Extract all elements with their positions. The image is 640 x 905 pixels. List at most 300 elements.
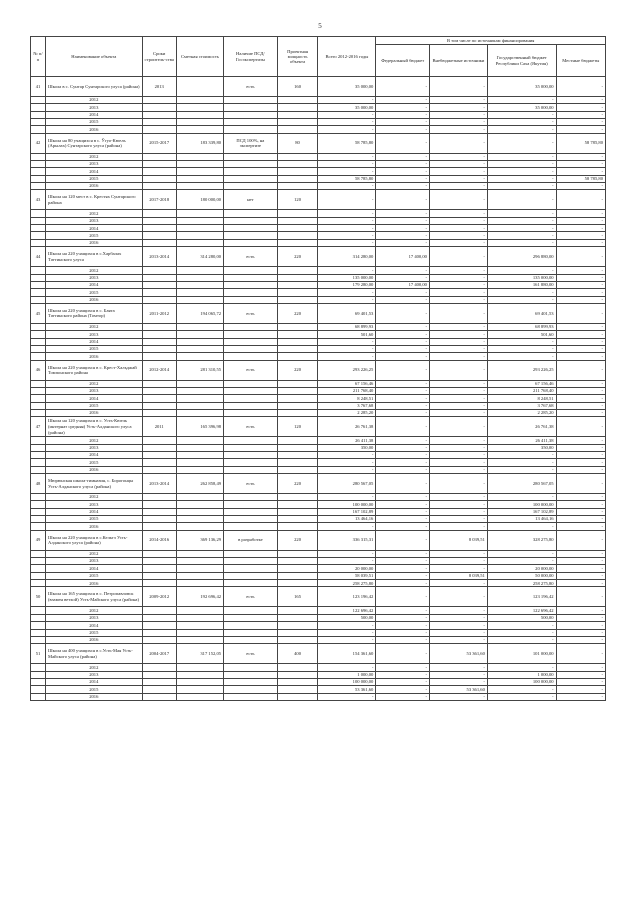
empty-cell (31, 572, 46, 579)
empty-cell (176, 380, 223, 387)
year-total: - (318, 239, 376, 246)
object-row (31, 133, 606, 153)
year-label: 2014 (46, 508, 143, 515)
total-amount: 69 401,53 (318, 303, 376, 323)
header-estimate: Сметная стоимость (176, 37, 223, 77)
year-extrabudget: - (429, 614, 487, 621)
year-row (31, 296, 606, 303)
empty-cell (31, 161, 46, 168)
year-federal: - (376, 380, 430, 387)
year-total: - (318, 289, 376, 296)
design-capacity: 220 (277, 303, 318, 323)
year-federal: - (376, 614, 430, 621)
empty-cell (142, 466, 176, 473)
year-extrabudget: - (429, 678, 487, 685)
design-capacity: 220 (277, 247, 318, 267)
year-republic: 350,00 (487, 444, 556, 451)
year-extrabudget: - (429, 274, 487, 281)
empty-cell (277, 217, 318, 224)
empty-cell (176, 353, 223, 360)
object-row (31, 417, 606, 437)
empty-cell (224, 168, 278, 175)
year-label: 2013 (46, 217, 143, 224)
federal-amount: - (376, 474, 430, 494)
empty-cell (176, 402, 223, 409)
year-republic: - (487, 686, 556, 693)
empty-cell (224, 686, 278, 693)
year-row (31, 693, 606, 700)
empty-cell (277, 104, 318, 111)
empty-cell (176, 97, 223, 104)
empty-cell (224, 402, 278, 409)
federal-amount: 17 400,00 (376, 247, 430, 267)
header-name: Наименование объекта (46, 37, 143, 77)
empty-cell (176, 452, 223, 459)
empty-cell (176, 501, 223, 508)
empty-cell (176, 111, 223, 118)
design-capacity: 220 (277, 360, 318, 380)
empty-cell (142, 111, 176, 118)
year-extrabudget: - (429, 111, 487, 118)
estimated-cost: 369 136,29 (176, 530, 223, 550)
empty-cell (142, 516, 176, 523)
year-extrabudget: - (429, 664, 487, 671)
year-local: - (556, 671, 605, 678)
year-label: 2013 (46, 331, 143, 338)
year-republic: - (487, 161, 556, 168)
year-label: 2014 (46, 281, 143, 288)
empty-cell (142, 501, 176, 508)
total-amount: 154 361,60 (318, 644, 376, 664)
empty-cell (31, 686, 46, 693)
year-total: 1 000,00 (318, 671, 376, 678)
year-extrabudget: - (429, 210, 487, 217)
extrabudget-amount: - (429, 417, 487, 437)
year-local: - (556, 678, 605, 685)
year-total: 500,00 (318, 614, 376, 621)
year-republic: 258 275,80 (487, 580, 556, 587)
empty-cell (224, 494, 278, 501)
year-extrabudget: - (429, 437, 487, 444)
year-total: 100 000,00 (318, 501, 376, 508)
year-federal: - (376, 331, 430, 338)
year-total: 350,00 (318, 444, 376, 451)
object-number: 44 (31, 247, 46, 267)
year-republic: - (487, 97, 556, 104)
empty-cell (277, 232, 318, 239)
year-label: 2013 (46, 671, 143, 678)
empty-cell (31, 395, 46, 402)
empty-cell (142, 580, 176, 587)
year-total: 258 275,80 (318, 580, 376, 587)
year-row (31, 175, 606, 182)
empty-cell (277, 267, 318, 274)
year-local: - (556, 274, 605, 281)
year-republic: - (487, 225, 556, 232)
header-num: № п/п (31, 37, 46, 77)
year-republic: - (487, 210, 556, 217)
object-name: Школа на 400 учащихся в с.Усть-Мая Усть-Майского улуса (района) (46, 644, 143, 664)
psd-status: в разработке (224, 530, 278, 550)
year-label: 2016 (46, 353, 143, 360)
year-label: 2013 (46, 614, 143, 621)
empty-cell (31, 693, 46, 700)
empty-cell (142, 97, 176, 104)
estimated-cost: 192 696,42 (176, 587, 223, 607)
empty-cell (31, 274, 46, 281)
year-row (31, 289, 606, 296)
empty-cell (142, 671, 176, 678)
empty-cell (277, 126, 318, 133)
year-extrabudget: - (429, 153, 487, 160)
year-extrabudget: - (429, 444, 487, 451)
year-republic: - (487, 153, 556, 160)
empty-cell (277, 565, 318, 572)
year-label: 2015 (46, 516, 143, 523)
year-total: - (318, 558, 376, 565)
federal-amount: - (376, 77, 430, 97)
empty-cell (142, 168, 176, 175)
object-name: Школа на 165 учащихся в с. Петропавловск (взамен ветхой) Усть-Майского улуса (района) (46, 587, 143, 607)
year-row (31, 565, 606, 572)
year-republic: 167 102,89 (487, 508, 556, 515)
year-row (31, 331, 606, 338)
empty-cell (31, 210, 46, 217)
construction-term: 2013-2014 (142, 474, 176, 494)
object-row (31, 530, 606, 550)
year-local: 58 785,80 (556, 175, 605, 182)
year-extrabudget: - (429, 161, 487, 168)
empty-cell (142, 175, 176, 182)
year-federal: - (376, 210, 430, 217)
empty-cell (277, 671, 318, 678)
empty-cell (176, 104, 223, 111)
empty-cell (224, 580, 278, 587)
empty-cell (31, 353, 46, 360)
year-extrabudget: - (429, 387, 487, 394)
construction-term: 2013-2014 (142, 247, 176, 267)
empty-cell (142, 119, 176, 126)
local-amount: - (556, 360, 605, 380)
year-republic: - (487, 494, 556, 501)
empty-cell (277, 693, 318, 700)
empty-cell (31, 267, 46, 274)
year-label: 2012 (46, 437, 143, 444)
year-republic: - (487, 558, 556, 565)
empty-cell (224, 111, 278, 118)
empty-cell (31, 622, 46, 629)
empty-cell (224, 338, 278, 345)
year-row (31, 686, 606, 693)
year-total: 3 767,68 (318, 402, 376, 409)
year-row (31, 111, 606, 118)
empty-cell (224, 289, 278, 296)
year-local: - (556, 239, 605, 246)
year-local: - (556, 210, 605, 217)
year-republic: - (487, 168, 556, 175)
empty-cell (31, 338, 46, 345)
year-label: 2015 (46, 459, 143, 466)
year-extrabudget: - (429, 466, 487, 473)
year-extrabudget: - (429, 508, 487, 515)
year-row (31, 126, 606, 133)
year-federal: - (376, 296, 430, 303)
year-row (31, 614, 606, 621)
empty-cell (142, 353, 176, 360)
empty-cell (277, 225, 318, 232)
empty-cell (224, 508, 278, 515)
year-local: - (556, 111, 605, 118)
year-label: 2016 (46, 466, 143, 473)
empty-cell (277, 501, 318, 508)
year-label: 2012 (46, 494, 143, 501)
year-label: 2016 (46, 693, 143, 700)
year-extrabudget: - (429, 119, 487, 126)
empty-cell (142, 104, 176, 111)
year-republic: 68 899,93 (487, 323, 556, 330)
empty-cell (176, 168, 223, 175)
year-extrabudget: - (429, 126, 487, 133)
year-republic: 135 000,00 (487, 274, 556, 281)
header-local: Местные бюджеты (556, 45, 605, 77)
year-republic: - (487, 111, 556, 118)
year-extrabudget: - (429, 622, 487, 629)
year-label: 2016 (46, 409, 143, 416)
object-name: Школа в с. Сунтар Сунтарского улуса (района) (46, 77, 143, 97)
page-number: 5 (318, 22, 322, 30)
empty-cell (31, 614, 46, 621)
empty-cell (176, 671, 223, 678)
year-republic: - (487, 338, 556, 345)
empty-cell (224, 97, 278, 104)
year-row (31, 558, 606, 565)
design-capacity: 120 (277, 190, 318, 210)
header-capacity: Проектная мощность объекта (277, 37, 318, 77)
empty-cell (277, 239, 318, 246)
empty-cell (224, 523, 278, 530)
empty-cell (31, 111, 46, 118)
empty-cell (142, 558, 176, 565)
year-republic: 13 464,16 (487, 516, 556, 523)
header-psd: Наличие ПСД/ Госэкспертизы (224, 37, 278, 77)
psd-status: есть (224, 247, 278, 267)
empty-cell (224, 437, 278, 444)
year-extrabudget: - (429, 232, 487, 239)
object-name: Школа на 80 учащихся в с. Ўгуо-Кюель (Арылах) Сунтарского улуса (района) (46, 133, 143, 153)
year-extrabudget: - (429, 636, 487, 643)
empty-cell (224, 614, 278, 621)
empty-cell (277, 494, 318, 501)
empty-cell (176, 338, 223, 345)
year-federal: - (376, 508, 430, 515)
year-total: 8 248,51 (318, 395, 376, 402)
empty-cell (31, 459, 46, 466)
empty-cell (142, 323, 176, 330)
year-federal: - (376, 153, 430, 160)
year-total: - (318, 459, 376, 466)
header-funding-group: В том числе по источникам финансирования (376, 37, 606, 45)
object-number: 46 (31, 360, 46, 380)
year-republic: 100 000,00 (487, 501, 556, 508)
year-total: 179 280,00 (318, 281, 376, 288)
psd-status: есть (224, 644, 278, 664)
year-row (31, 523, 606, 530)
year-extrabudget: - (429, 607, 487, 614)
year-extrabudget: - (429, 239, 487, 246)
year-total: 135 000,00 (318, 274, 376, 281)
year-extrabudget: - (429, 104, 487, 111)
year-row (31, 183, 606, 190)
empty-cell (142, 225, 176, 232)
year-label: 2012 (46, 210, 143, 217)
year-label: 2014 (46, 395, 143, 402)
empty-cell (277, 183, 318, 190)
year-total: - (318, 126, 376, 133)
total-amount: 336 315,31 (318, 530, 376, 550)
year-row (31, 629, 606, 636)
year-extrabudget: - (429, 323, 487, 330)
empty-cell (224, 217, 278, 224)
year-local: - (556, 614, 605, 621)
year-row (31, 580, 606, 587)
year-label: 2013 (46, 444, 143, 451)
year-federal: - (376, 274, 430, 281)
empty-cell (176, 217, 223, 224)
empty-cell (224, 466, 278, 473)
year-local: - (556, 104, 605, 111)
year-local: - (556, 387, 605, 394)
design-capacity: 165 (277, 587, 318, 607)
empty-cell (142, 607, 176, 614)
year-label: 2015 (46, 402, 143, 409)
year-total: - (318, 168, 376, 175)
empty-cell (31, 126, 46, 133)
empty-cell (224, 274, 278, 281)
empty-cell (142, 161, 176, 168)
year-federal: - (376, 119, 430, 126)
empty-cell (31, 494, 46, 501)
design-capacity: 80 (277, 133, 318, 153)
year-row (31, 267, 606, 274)
year-total: 67 156,46 (318, 380, 376, 387)
year-label: 2016 (46, 523, 143, 530)
year-local: - (556, 459, 605, 466)
design-capacity: 220 (277, 474, 318, 494)
year-total: 122 696,42 (318, 607, 376, 614)
year-row (31, 409, 606, 416)
year-republic: 161 880,00 (487, 281, 556, 288)
year-row (31, 97, 606, 104)
object-name: Школа на 220 учащихся в с. Крест-Хальджай Томпонского района (46, 360, 143, 380)
year-total: 58 039,51 (318, 572, 376, 579)
year-federal: - (376, 494, 430, 501)
year-federal: - (376, 693, 430, 700)
year-local: - (556, 402, 605, 409)
year-federal: - (376, 168, 430, 175)
empty-cell (277, 161, 318, 168)
header-extrabudget: Внебюджетные источники (429, 45, 487, 77)
year-label: 2014 (46, 168, 143, 175)
year-extrabudget: - (429, 395, 487, 402)
estimated-cost: 317 152,05 (176, 644, 223, 664)
year-extrabudget: - (429, 281, 487, 288)
empty-cell (224, 183, 278, 190)
local-amount: - (556, 474, 605, 494)
empty-cell (31, 175, 46, 182)
year-federal: - (376, 217, 430, 224)
year-republic: 211 768,40 (487, 387, 556, 394)
year-federal: - (376, 523, 430, 530)
republic-amount: 293 226,25 (487, 360, 556, 380)
empty-cell (31, 678, 46, 685)
year-total: - (318, 232, 376, 239)
year-label: 2014 (46, 678, 143, 685)
extrabudget-amount: - (429, 77, 487, 97)
federal-amount: - (376, 360, 430, 380)
year-total: - (318, 550, 376, 557)
year-row (31, 119, 606, 126)
year-total: - (318, 161, 376, 168)
object-number: 51 (31, 644, 46, 664)
year-row (31, 210, 606, 217)
year-republic: 100 000,00 (487, 678, 556, 685)
empty-cell (142, 693, 176, 700)
empty-cell (277, 459, 318, 466)
year-extrabudget: - (429, 97, 487, 104)
year-local: - (556, 183, 605, 190)
construction-term: 2012-2014 (142, 360, 176, 380)
empty-cell (31, 580, 46, 587)
header-republic: Государственный бюджет Республики Саха (Якутия) (487, 45, 556, 77)
extrabudget-amount: 53 361,60 (429, 644, 487, 664)
empty-cell (277, 686, 318, 693)
empty-cell (142, 331, 176, 338)
object-number: 47 (31, 417, 46, 437)
year-local: - (556, 267, 605, 274)
year-extrabudget: - (429, 565, 487, 572)
year-republic: 1 000,00 (487, 671, 556, 678)
empty-cell (31, 296, 46, 303)
year-federal: - (376, 452, 430, 459)
empty-cell (176, 296, 223, 303)
year-label: 2012 (46, 97, 143, 104)
empty-cell (224, 232, 278, 239)
empty-cell (176, 466, 223, 473)
year-label: 2013 (46, 387, 143, 394)
empty-cell (176, 210, 223, 217)
empty-cell (176, 516, 223, 523)
empty-cell (142, 452, 176, 459)
design-capacity: 220 (277, 530, 318, 550)
empty-cell (31, 466, 46, 473)
object-row (31, 587, 606, 607)
republic-amount: 123 196,42 (487, 587, 556, 607)
estimated-cost: 180 000,00 (176, 190, 223, 210)
year-total: - (318, 345, 376, 352)
empty-cell (224, 622, 278, 629)
year-total: - (318, 452, 376, 459)
year-federal: - (376, 387, 430, 394)
year-total: - (318, 693, 376, 700)
empty-cell (224, 353, 278, 360)
year-row (31, 516, 606, 523)
republic-amount: 296 880,00 (487, 247, 556, 267)
local-amount: - (556, 247, 605, 267)
empty-cell (224, 558, 278, 565)
year-label: 2012 (46, 153, 143, 160)
empty-cell (176, 331, 223, 338)
empty-cell (277, 558, 318, 565)
